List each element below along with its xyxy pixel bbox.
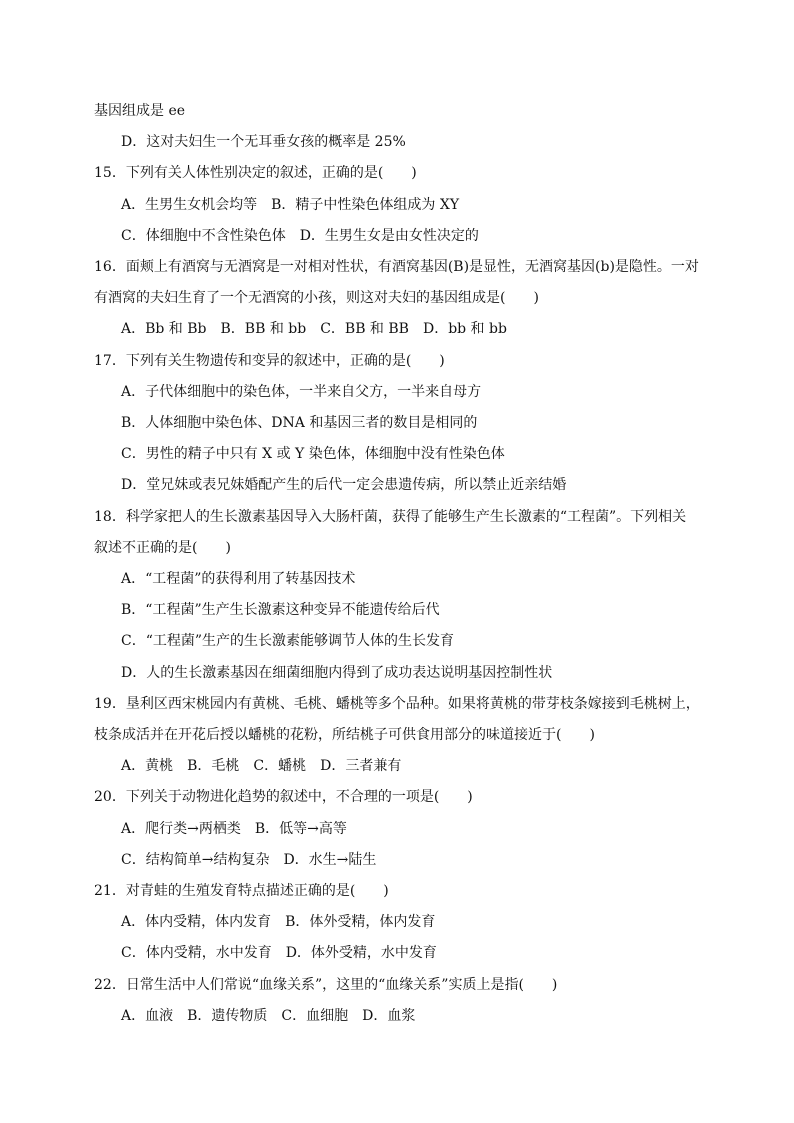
option-17-b: B．人体细胞中染色体、DNA 和基因三者的数目是相同的 bbox=[121, 415, 478, 431]
option-18-a: A．“工程菌”的获得利用了转基因技术 bbox=[121, 571, 356, 587]
question-22: 22．日常生活中人们常说“血缘关系”，这里的“血缘关系”实质上是指( ) bbox=[94, 977, 558, 993]
question-19-line-1: 19．垦利区西宋桃园内有黄桃、毛桃、蟠桃等多个品种。如果将黄桃的带芽枝条嫁接到毛桃树上， bbox=[94, 696, 700, 712]
text-line-continuation: 基因组成是 ee bbox=[94, 103, 186, 119]
options-20-cd: C．结构简单→结构复杂 D．水生→陆生 bbox=[121, 852, 377, 868]
option-14-d: D．这对夫妇生一个无耳垂女孩的概率是 25% bbox=[121, 134, 406, 150]
options-22: A．血液 B．遗传物质 C．血细胞 D．血浆 bbox=[121, 1008, 416, 1024]
options-20-ab: A．爬行类→两栖类 B．低等→高等 bbox=[121, 821, 347, 837]
option-18-c: C．“工程菌”生产的生长激素能够调节人体的生长发育 bbox=[121, 633, 455, 649]
question-18-line-2: 叙述不正确的是( ) bbox=[94, 540, 231, 556]
option-17-c: C．男性的精子中只有 X 或 Y 染色体，体细胞中没有性染色体 bbox=[121, 446, 505, 462]
option-17-d: D．堂兄妹或表兄妹婚配产生的后代一定会患遗传病，所以禁止近亲结婚 bbox=[121, 477, 567, 493]
option-18-d: D．人的生长激素基因在细菌细胞内得到了成功表达说明基因控制性状 bbox=[121, 665, 553, 681]
question-20: 20．下列关于动物进化趋势的叙述中，不合理的一项是( ) bbox=[94, 789, 473, 805]
question-21: 21．对青蛙的生殖发育特点描述正确的是( ) bbox=[94, 883, 389, 899]
option-18-b: B．“工程菌”生产生长激素这种变异不能遗传给后代 bbox=[121, 602, 440, 618]
options-15-ab: A．生男生女机会均等 B．精子中性染色体组成为 XY bbox=[121, 197, 460, 213]
options-16: A．Bb 和 Bb B．BB 和 bb C．BB 和 BB D．bb 和 bb bbox=[121, 321, 507, 337]
question-19-line-2: 枝条成活并在开花后授以蟠桃的花粉，所结桃子可供食用部分的味道接近于( ) bbox=[94, 727, 595, 743]
options-21-cd: C．体内受精，水中发育 D．体外受精，水中发育 bbox=[121, 945, 437, 961]
question-15: 15．下列有关人体性别决定的叙述，正确的是( ) bbox=[94, 165, 417, 181]
question-16-line-1: 16．面颊上有酒窝与无酒窝是一对相对性状，有酒窝基因(B)是显性，无酒窝基因(b)是隐性。一对 bbox=[94, 259, 699, 275]
options-15-cd: C．体细胞中不含性染色体 D．生男生女是由女性决定的 bbox=[121, 228, 479, 244]
question-17: 17．下列有关生物遗传和变异的叙述中，正确的是( ) bbox=[94, 353, 445, 369]
option-17-a: A．子代体细胞中的染色体，一半来自父方，一半来自母方 bbox=[121, 384, 482, 400]
options-21-ab: A．体内受精，体内发育 B．体外受精，体内发育 bbox=[121, 914, 436, 930]
options-19: A．黄桃 B．毛桃 C．蟠桃 D．三者兼有 bbox=[121, 758, 402, 774]
question-18-line-1: 18．科学家把人的生长激素基因导入大肠杆菌，获得了能够生产生长激素的“工程菌”。下列相关 bbox=[94, 509, 687, 525]
question-16-line-2: 有酒窝的夫妇生育了一个无酒窝的小孩，则这对夫妇的基因组成是( ) bbox=[94, 290, 539, 306]
